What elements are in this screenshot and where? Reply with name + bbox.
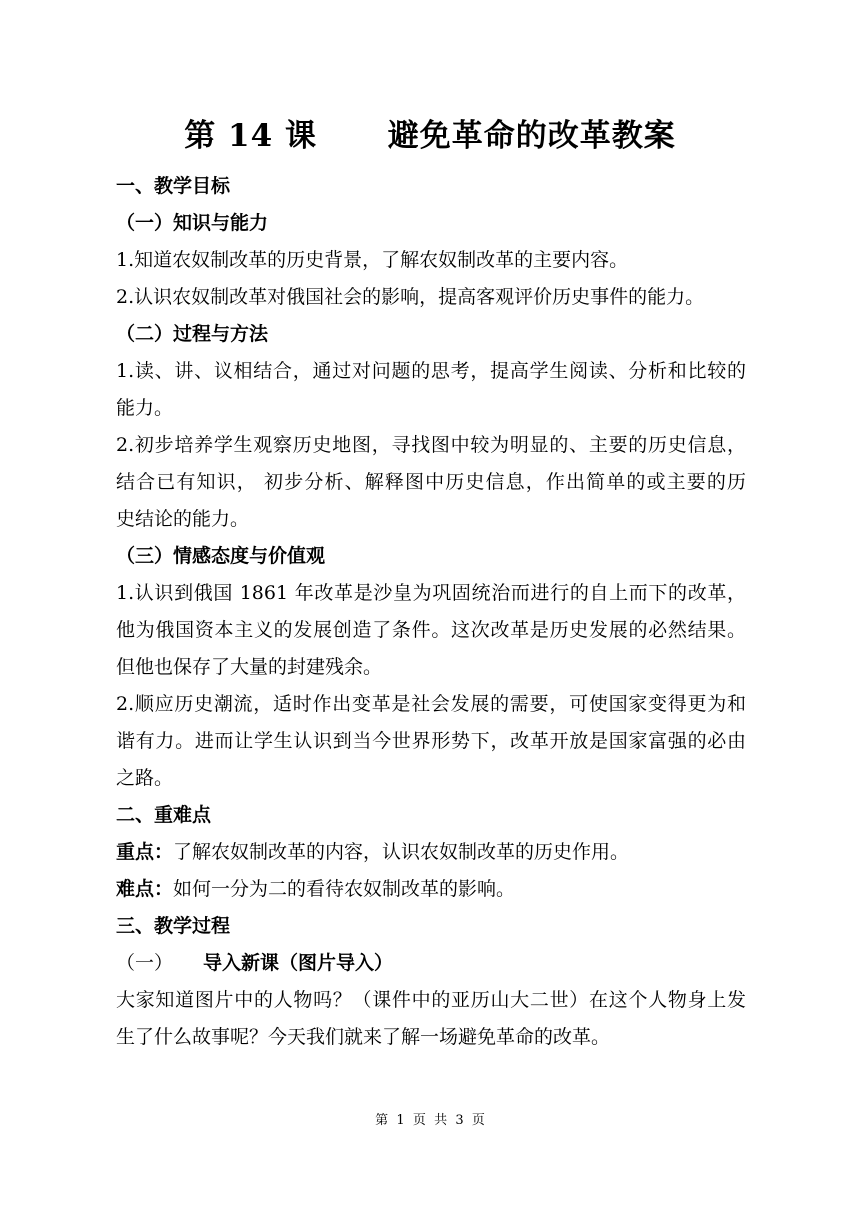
page-footer: 第 1 页 共 3 页 <box>375 1113 485 1128</box>
difficulty-text: 如何一分为二的看待农奴制改革的影响。 <box>173 878 516 900</box>
paragraph-line: 之路。 <box>116 767 174 789</box>
subsection-heading: 导入新课（图片导入） <box>203 952 394 974</box>
paragraph-line: 2.初步培养学生观察历史地图，寻找图中较为明显的、主要的历史信息， <box>116 434 746 456</box>
key-point-label: 重点： <box>116 841 174 863</box>
paragraph-line: 2.顺应历史潮流，适时作出变革是社会发展的需要，可使国家变得更为和 <box>116 693 746 715</box>
paragraph-line: 史结论的能力。 <box>116 508 250 530</box>
subsection-number: （一） <box>116 952 174 974</box>
page-title: 第 14 课 避免革命的改革教案 <box>184 118 676 154</box>
subsection-heading-line <box>116 947 746 979</box>
subsection-heading: （一）知识与能力 <box>116 212 269 234</box>
subsection-heading: （二）过程与方法 <box>116 323 269 345</box>
section-heading: 一、教学目标 <box>116 175 231 197</box>
section-heading: 三、教学过程 <box>116 915 231 937</box>
paragraph-line: 2.认识农奴制改革对俄国社会的影响，提高客观评价历史事件的能力。 <box>116 286 705 308</box>
paragraph-line: 谐有力。进而让学生认识到当今世界形势下，改革开放是国家富强的必由 <box>116 730 746 752</box>
section-heading: 二、重难点 <box>116 804 212 826</box>
paragraph-line: 结合已有知识， 初步分析、解释图中历史信息，作出简单的或主要的历 <box>116 471 746 493</box>
paragraph-line: 大家知道图片中的人物吗？（课件中的亚历山大二世）在这个人物身上发 <box>116 989 746 1011</box>
paragraph-line: 1.认识到俄国 1861 年改革是沙皇为巩固统治而进行的自上而下的改革， <box>116 582 746 604</box>
paragraph-line: 生了什么故事呢？今天我们就来了解一场避免革命的改革。 <box>116 1026 611 1048</box>
paragraph-line: 1.读、讲、议相结合，通过对问题的思考，提高学生阅读、分析和比较的 <box>116 360 746 382</box>
paragraph-line: 1.知道农奴制改革的历史背景，了解农奴制改革的主要内容。 <box>116 249 629 271</box>
paragraph-line: 能力。 <box>116 397 174 419</box>
key-point-line <box>116 836 746 868</box>
difficulty-line <box>116 873 746 905</box>
paragraph-line: 但他也保存了大量的封建残余。 <box>116 656 383 678</box>
paragraph-line: 他为俄国资本主义的发展创造了条件。这次改革是历史发展的必然结果。 <box>116 619 746 641</box>
difficulty-label: 难点： <box>116 878 174 900</box>
document-body <box>116 170 746 1058</box>
subsection-heading: （三）情感态度与价值观 <box>116 545 326 567</box>
key-point-text: 了解农奴制改革的内容，认识农奴制改革的历史作用。 <box>173 841 630 863</box>
